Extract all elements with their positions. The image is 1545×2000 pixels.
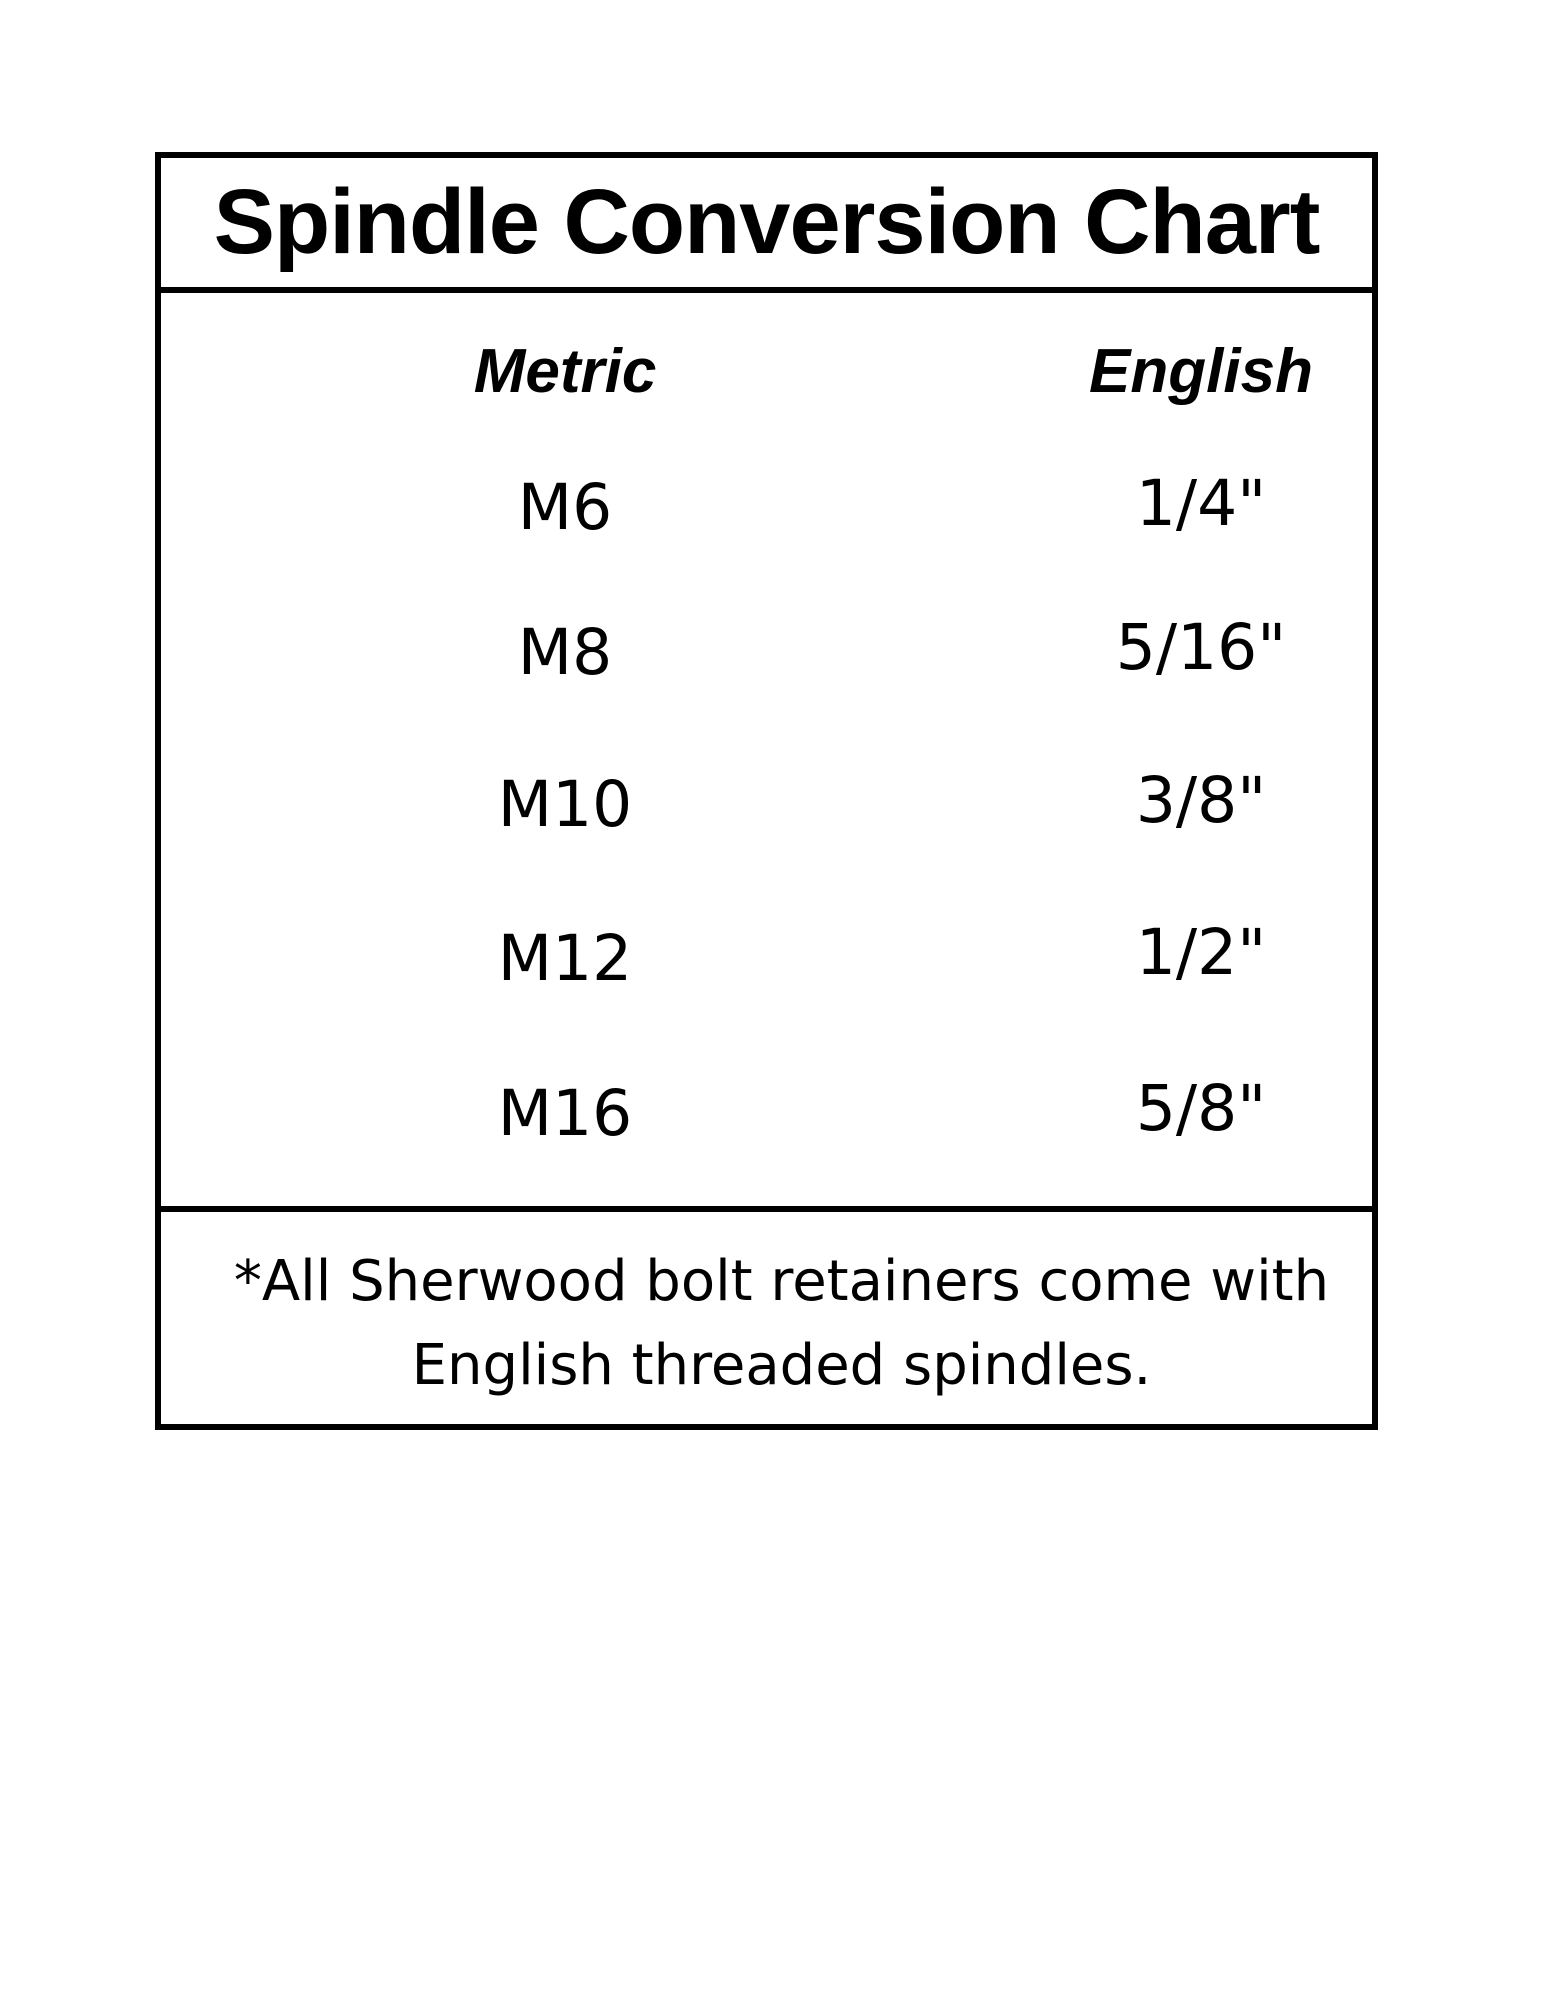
english-column-header: English bbox=[1089, 337, 1313, 406]
conversion-table bbox=[161, 293, 1372, 1206]
metric-cell: M10 bbox=[497, 768, 633, 841]
metric-cell: M12 bbox=[497, 922, 633, 995]
metric-column-header: Metric bbox=[473, 337, 657, 406]
english-cell: 1/2" bbox=[1135, 916, 1267, 989]
metric-cell: M6 bbox=[517, 471, 613, 544]
metric-cell: M16 bbox=[497, 1077, 633, 1150]
footnote: *All Sherwood bolt retainers come with English threaded spindles. bbox=[233, 1249, 1330, 1398]
chart-title: Spindle Conversion Chart bbox=[213, 171, 1320, 273]
conversion-chart bbox=[155, 152, 1378, 1430]
title-section bbox=[161, 158, 1372, 293]
metric-cell: M8 bbox=[517, 616, 613, 689]
english-cell: 5/8" bbox=[1135, 1072, 1267, 1145]
english-cell: 5/16" bbox=[1115, 611, 1287, 684]
english-cell: 3/8" bbox=[1135, 764, 1267, 837]
footnote-section bbox=[161, 1206, 1372, 1424]
english-cell: 1/4" bbox=[1135, 467, 1267, 540]
